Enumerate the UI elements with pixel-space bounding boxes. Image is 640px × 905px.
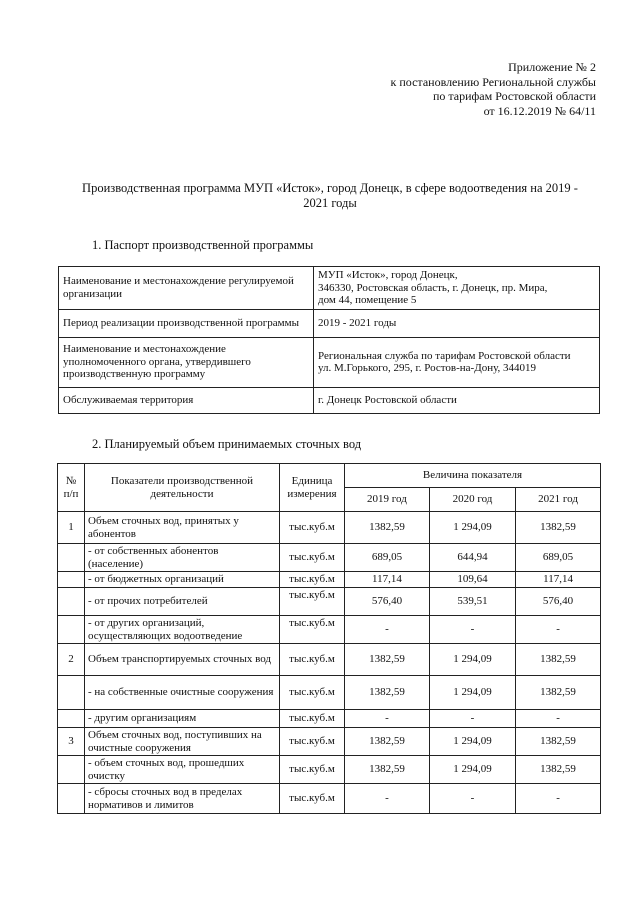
passport-value-line: 346330, Ростовская область, г. Донецк, пр. Мира, bbox=[318, 281, 548, 294]
row-indicator: - на собственные очистные сооружения bbox=[85, 676, 280, 710]
title-line: 2021 годы bbox=[303, 196, 357, 210]
row-unit: тыс.куб.м bbox=[280, 784, 345, 814]
appendix-header bbox=[391, 60, 596, 118]
passport-row bbox=[59, 387, 600, 413]
row-number bbox=[58, 572, 85, 588]
header-row bbox=[58, 464, 601, 488]
row-indicator: - объем сточных вод, прошедших очистку bbox=[85, 756, 280, 784]
passport-value-line: Региональная служба по тарифам Ростовской области bbox=[318, 349, 571, 362]
row-number: 3 bbox=[58, 728, 85, 756]
appendix-line: к постановлению Региональной службы bbox=[390, 74, 596, 89]
row-value: 689,05 bbox=[516, 544, 601, 572]
row-value: 1382,59 bbox=[516, 756, 601, 784]
row-number bbox=[58, 616, 85, 644]
row-number bbox=[58, 676, 85, 710]
passport-row bbox=[59, 337, 600, 387]
passport-label: Период реализации производственной программы bbox=[59, 309, 314, 337]
header-year: 2021 год bbox=[516, 488, 601, 512]
row-value: 1382,59 bbox=[345, 728, 430, 756]
row-value: 1382,59 bbox=[345, 512, 430, 544]
header-year: 2019 год bbox=[345, 488, 430, 512]
header-unit: Единица измерения bbox=[280, 464, 345, 512]
row-value: - bbox=[345, 616, 430, 644]
table-row bbox=[58, 544, 601, 572]
row-unit: тыс.куб.м bbox=[280, 710, 345, 728]
row-indicator: - от прочих потребителей bbox=[85, 588, 280, 616]
passport-label: Наименование и местонахождение регулируемой организации bbox=[59, 267, 314, 310]
row-unit: тыс.куб.м bbox=[280, 644, 345, 676]
row-number bbox=[58, 756, 85, 784]
row-unit: тыс.куб.м bbox=[280, 728, 345, 756]
row-value: - bbox=[345, 710, 430, 728]
row-value: 576,40 bbox=[516, 588, 601, 616]
row-value: 1382,59 bbox=[516, 728, 601, 756]
row-indicator: - от собственных абонентов (население) bbox=[85, 544, 280, 572]
appendix-line: по тарифам Ростовской области bbox=[432, 89, 596, 103]
passport-value bbox=[314, 387, 600, 413]
row-value: 1382,59 bbox=[345, 756, 430, 784]
passport-row bbox=[59, 267, 600, 310]
table-row bbox=[58, 644, 601, 676]
row-value: - bbox=[429, 616, 515, 644]
row-value: 117,14 bbox=[345, 572, 430, 588]
passport-value-line: дом 44, помещение 5 bbox=[318, 294, 417, 306]
row-value: - bbox=[516, 616, 601, 644]
passport-body bbox=[59, 267, 600, 414]
passport-table bbox=[58, 266, 600, 414]
row-indicator: - сбросы сточных вод в пределах нормативов и лимитов bbox=[85, 784, 280, 814]
row-value: 1382,59 bbox=[345, 676, 430, 710]
row-unit: тыс.куб.м bbox=[280, 616, 345, 644]
row-value: 1 294,09 bbox=[429, 756, 515, 784]
passport-value-line: 2019 - 2021 годы bbox=[318, 316, 397, 329]
table-row bbox=[58, 572, 601, 588]
volumes-table bbox=[57, 463, 601, 814]
table-row bbox=[58, 710, 601, 728]
header-indicator: Показатели производственной деятельности bbox=[85, 464, 280, 512]
header-year: 2020 год bbox=[429, 488, 515, 512]
header-value-group: Величина показателя bbox=[345, 464, 601, 488]
row-value: 1 294,09 bbox=[429, 512, 515, 544]
row-unit: тыс.куб.м bbox=[280, 544, 345, 572]
row-unit: тыс.куб.м bbox=[280, 588, 345, 616]
row-value: 539,51 bbox=[429, 588, 515, 616]
row-value: 1 294,09 bbox=[429, 676, 515, 710]
section-heading-passport: 1. Паспорт производственной программы bbox=[92, 238, 314, 252]
passport-value-line: г. Донецк Ростовской области bbox=[318, 393, 457, 406]
passport-value-line: ул. М.Горького, 295, г. Ростов-на-Дону, 344019 bbox=[318, 362, 536, 374]
row-value: - bbox=[429, 784, 515, 814]
row-indicator: - от бюджетных организаций bbox=[85, 572, 280, 588]
table-row bbox=[58, 512, 601, 544]
row-indicator: - от других организаций, осуществляющих водоотведение bbox=[85, 616, 280, 644]
row-indicator: Объем сточных вод, поступивших на очистные сооружения bbox=[85, 728, 280, 756]
table-row bbox=[58, 784, 601, 814]
row-indicator: Объем сточных вод, принятых у абонентов bbox=[85, 512, 280, 544]
table-row bbox=[58, 616, 601, 644]
row-number bbox=[58, 710, 85, 728]
table-row bbox=[58, 588, 601, 616]
passport-label: Обслуживаемая территория bbox=[59, 387, 314, 413]
table-row bbox=[58, 756, 601, 784]
row-value: 1382,59 bbox=[516, 676, 601, 710]
row-indicator: Объем транспортируемых сточных вод bbox=[85, 644, 280, 676]
row-value: - bbox=[345, 784, 430, 814]
row-number: 2 bbox=[58, 644, 85, 676]
passport-value bbox=[314, 337, 600, 387]
table-row bbox=[58, 728, 601, 756]
passport-row bbox=[59, 309, 600, 337]
title-line: Производственная программа МУП «Исток», город Донецк, в сфере водоотведения на 2019 - bbox=[82, 181, 578, 195]
appendix-line: Приложение № 2 bbox=[508, 60, 596, 74]
row-number bbox=[58, 784, 85, 814]
row-value: 1382,59 bbox=[516, 644, 601, 676]
row-value: 644,94 bbox=[429, 544, 515, 572]
passport-value-line: МУП «Исток», город Донецк, bbox=[318, 269, 458, 281]
row-number: 1 bbox=[58, 512, 85, 544]
row-value: 576,40 bbox=[345, 588, 430, 616]
passport-label: Наименование и местонахождение уполномоченного органа, утвердившего производственную программу bbox=[59, 337, 314, 387]
row-unit: тыс.куб.м bbox=[280, 676, 345, 710]
passport-value bbox=[314, 267, 600, 310]
row-number bbox=[58, 588, 85, 616]
row-unit: тыс.куб.м bbox=[280, 756, 345, 784]
section-heading-volumes: 2. Планируемый объем принимаемых сточных вод bbox=[92, 437, 362, 451]
row-value: 109,64 bbox=[429, 572, 515, 588]
row-number bbox=[58, 544, 85, 572]
row-value: - bbox=[429, 710, 515, 728]
appendix-line: от 16.12.2019 № 64/11 bbox=[483, 103, 596, 118]
table-row bbox=[58, 676, 601, 710]
row-value: 1 294,09 bbox=[429, 728, 515, 756]
row-value: 1 294,09 bbox=[429, 644, 515, 676]
row-value: - bbox=[516, 710, 601, 728]
volumes-body bbox=[58, 512, 601, 814]
row-unit: тыс.куб.м bbox=[280, 512, 345, 544]
row-value: 117,14 bbox=[516, 572, 601, 588]
row-value: - bbox=[516, 784, 601, 814]
row-value: 689,05 bbox=[345, 544, 430, 572]
passport-value bbox=[314, 309, 600, 337]
row-value: 1382,59 bbox=[345, 644, 430, 676]
header-num: № п/п bbox=[58, 464, 85, 512]
row-unit: тыс.куб.м bbox=[280, 572, 345, 588]
volumes-header bbox=[58, 464, 601, 512]
document-title bbox=[60, 181, 600, 211]
row-value: 1382,59 bbox=[516, 512, 601, 544]
row-indicator: - другим организациям bbox=[85, 710, 280, 728]
